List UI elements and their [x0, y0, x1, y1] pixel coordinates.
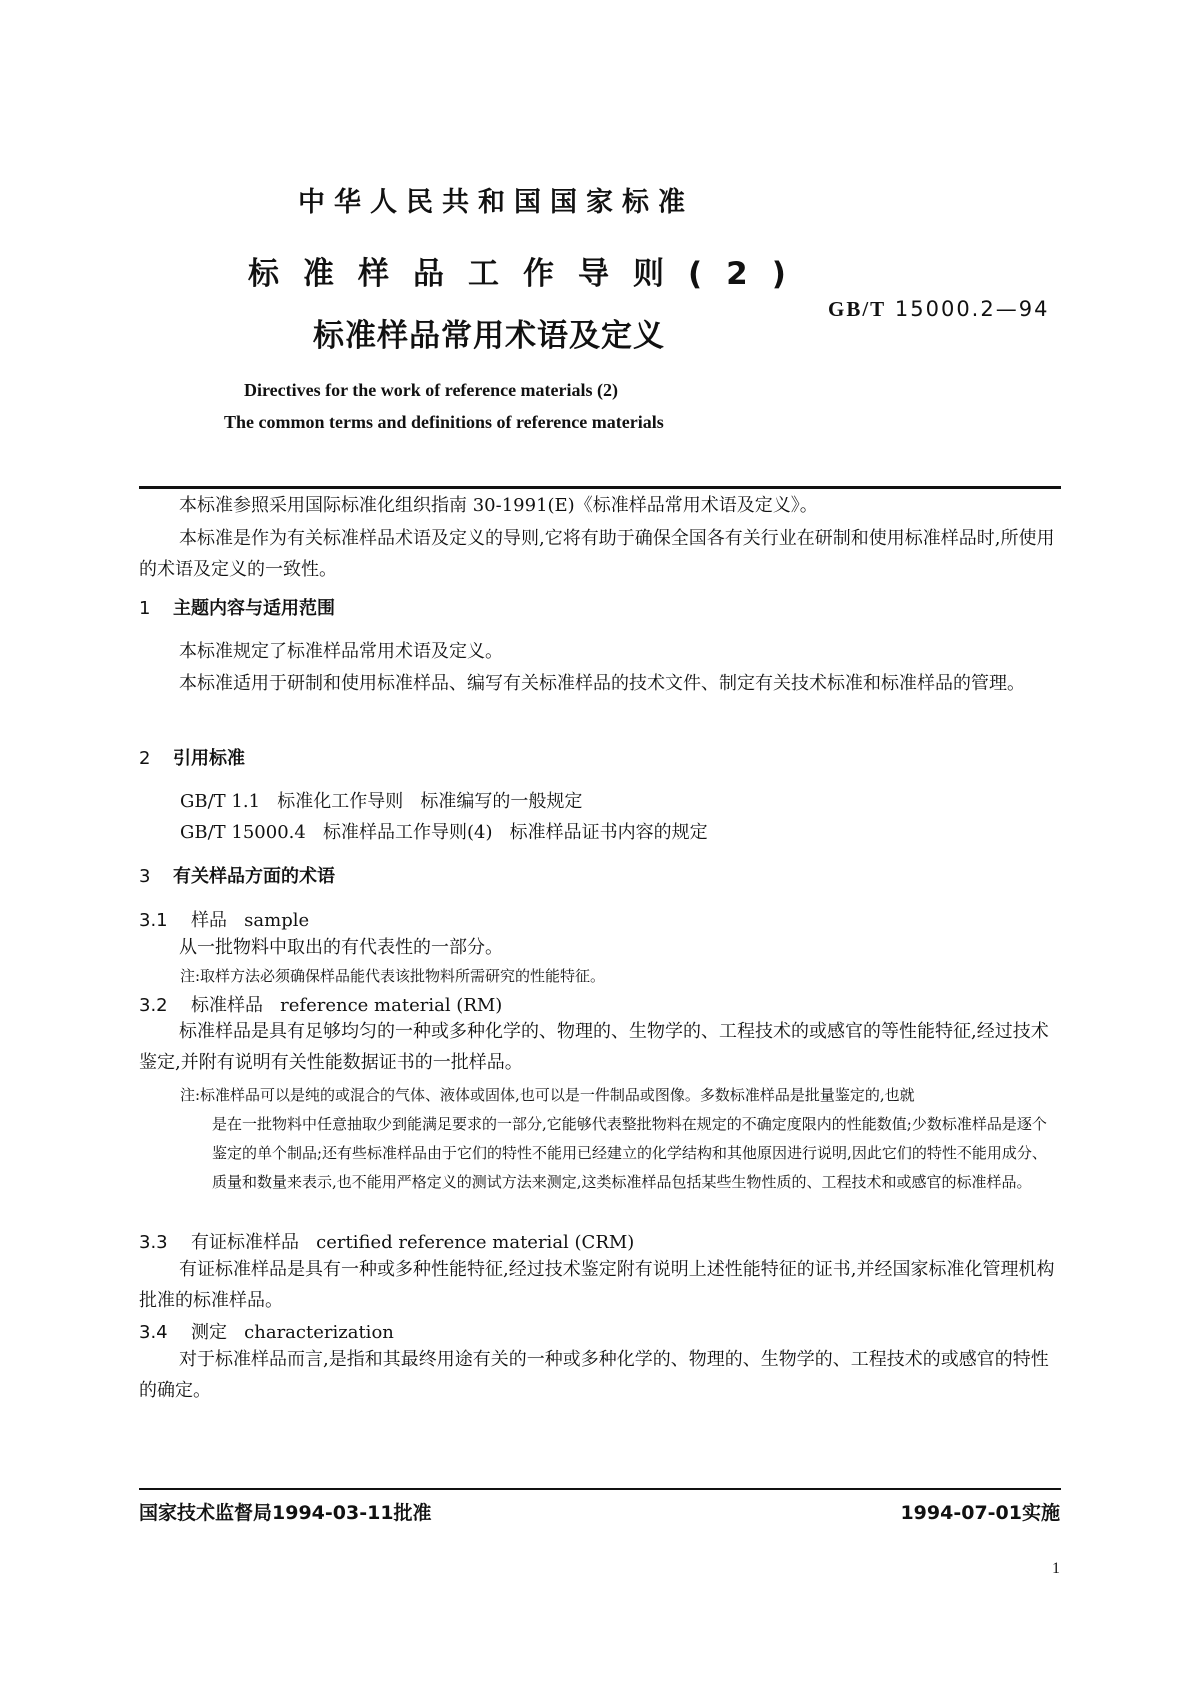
title-english-line1: Directives for the work of reference materials (2) [244, 380, 619, 400]
national-standard-label: 中华人民共和国国家标准 [298, 187, 694, 218]
intro-paragraph-1: 本标准参照采用国际标准化组织指南 30-1991(E)《标准样品常用术语及定义》。 [179, 495, 818, 516]
term-number: 3.1 [139, 910, 168, 931]
section-1-paragraph-2: 本标准适用于研制和使用标准样品、编写有关标准样品的技术文件、制定有关技术标准和标准样品的管理。 [179, 673, 1025, 694]
term-3-2-note-body: 是在一批物料中任意抽取少到能满足要求的一部分,它能够代表整批物料在规定的不确定度限内的性能数值;少数标准样品是逐个鉴定的单个制品;还有些标准样品由于它们的特性不能用已经建立的化学结构和其他原因进行说明,因此它们的特性不能用成分、质量和数量来表示,也不能用严格定义的测试方法来测定,这类标准样品包括某些生物性质的、工程技术和或感官的标准样品。 [212, 1115, 1047, 1191]
page-number: 1 [1052, 1560, 1060, 1577]
section-3-title: 有关样品方面的术语 [173, 866, 335, 887]
section-1-paragraph-1: 本标准规定了标准样品常用术语及定义。 [179, 641, 503, 662]
footer-divider [139, 1488, 1061, 1490]
term-3-4 [139, 1318, 394, 1344]
term-3-1-note: 注:取样方法必须确保样品能代表该批物料所需研究的性能特征。 [180, 967, 606, 985]
section-1-number: 1 [139, 598, 151, 619]
section-3-number: 3 [139, 866, 151, 887]
reference-item: GB/T 15000.4 标准样品工作导则(4) 标准样品证书内容的规定 [180, 822, 708, 843]
term-title: 样品 sample [191, 910, 310, 931]
standard-code-prefix: GB/T [828, 297, 887, 321]
section-2-heading [139, 744, 245, 770]
effective-date: 1994-07-01实施 [900, 1502, 1060, 1524]
term-title: 标准样品 reference material (RM) [191, 995, 503, 1016]
term-3-3-definition: 有证标准样品是具有一种或多种性能特征,经过技术鉴定附有说明上述性能特征的证书,并经国家标准化管理机构批准的标准样品。 [139, 1259, 1055, 1311]
term-title: 测定 characterization [191, 1322, 394, 1343]
term-3-2-definition: 标准样品是具有足够均匀的一种或多种化学的、物理的、生物学的、工程技术的或感官的等性能特征,经过技术鉴定,并附有说明有关性能数据证书的一批样品。 [139, 1021, 1049, 1073]
section-2-number: 2 [139, 748, 151, 769]
reference-item: GB/T 1.1 标准化工作导则 标准编写的一般规定 [180, 791, 583, 812]
term-number: 3.4 [139, 1322, 168, 1343]
intro-paragraph-2: 本标准是作为有关标准样品术语及定义的导则,它将有助于确保全国各有关行业在研制和使用标准样品时,所使用的术语及定义的一致性。 [139, 528, 1055, 580]
term-3-4-definition: 对于标准样品而言,是指和其最终用途有关的一种或多种化学的、物理的、生物学的、工程技术的或感官的特性的确定。 [139, 1349, 1049, 1401]
term-number: 3.3 [139, 1232, 168, 1253]
term-number: 3.2 [139, 995, 168, 1016]
term-3-2 [139, 991, 502, 1017]
section-2-title: 引用标准 [173, 748, 245, 769]
term-3-1-definition: 从一批物料中取出的有代表性的一部分。 [179, 937, 503, 958]
section-3-heading [139, 862, 335, 888]
term-title: 有证标准样品 certified reference material (CRM) [191, 1232, 635, 1253]
standard-code [828, 297, 1049, 322]
standard-code-number: 15000.2—94 [894, 297, 1050, 321]
section-1-heading [139, 594, 335, 620]
title-chinese-line1: 标准样品工作导则(2) [248, 256, 810, 292]
title-chinese-line2: 标准样品常用术语及定义 [313, 318, 665, 354]
term-3-1 [139, 906, 309, 932]
approval-date: 国家技术监督局1994-03-11批准 [139, 1502, 432, 1524]
title-english-line2: The common terms and definitions of reference materials [224, 412, 664, 432]
term-3-2-note-lead: 注:标准样品可以是纯的或混合的气体、液体或固体,也可以是一件制品或图像。多数标准样品是批量鉴定的,也就 [180, 1086, 915, 1104]
term-3-3 [139, 1228, 634, 1254]
header-divider [139, 486, 1061, 489]
section-1-title: 主题内容与适用范围 [173, 598, 335, 619]
